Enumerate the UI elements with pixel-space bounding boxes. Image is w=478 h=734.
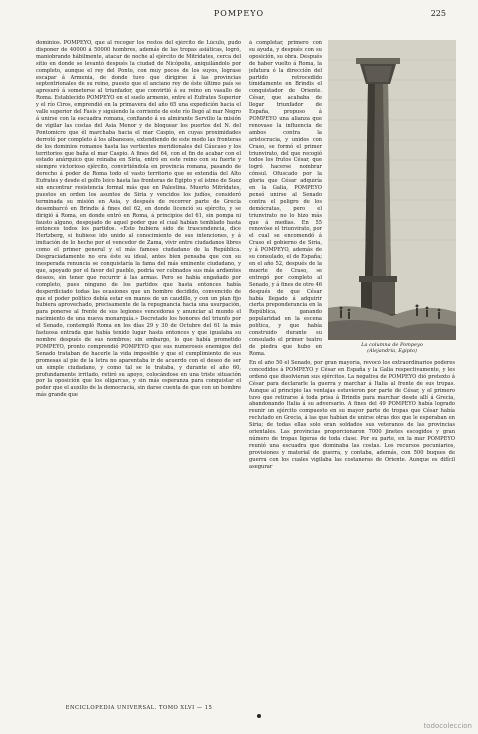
running-header-title: POMPEYO xyxy=(213,9,265,18)
watermark: todocoleccion xyxy=(423,722,472,730)
figure-caption xyxy=(328,342,456,354)
page-number: 225 xyxy=(430,9,446,18)
left-text-column: dominios. POMPEYO, que al recoger los restos del ejército de Lúculo, pudo disponer de 40000 á 50000 hombres, además de las tropas asiáticas, logró, maniobrando hábilmente, atacar de noche al ejército de Mitrídates, cerca del sitio en donde se levantó después la ciudad de Nicópolis, aniquilándolo por completo, aunque el rey del Ponto, con muy pocos de los suyos, lograse escapar á Armenia, de donde tuvo que dirigirse á las provincias septentrionales de su reino, puesto que el anciano rey de éste último país se apresuró á someterse al triunfador, que convirtió á su reino en vasallo de Roma. Establecido POMPEYO en el suelo armenio, entre el Eufrates Superior y el río Ciros, emprendió en la primavera del año 65 una expedición hacia el valle superior del Fasis y siguiendo la corriente de este río llegó al mar Negro á unirse con la escuadra romana, confiando á su almirante Servilio la misión de vigilar las costas del Asia Menor y de bloquear los puertos del N. del Pontomicro que él marchaba hacia el mar Caspio, en cuyas proximidades derrotó por completo á los albaneses, extendiendo de este modo las fronteras de los dominios romanos hasta las vertientes meridionales del Cáucaso y los territorios que baña el mar Caspio. A fines del 64, con el fin de acabar con el estado anárquico que reinaba en Siria, entró en este reino con su fuerte y siempre victorioso ejército, convirtiéndola en provincia romana, pasando de derecho á poder de Roma todo el vasto territorio que se extendía del Alto Eufrates y desde el golfo Isico hasta las fronteras de Egipto y el istmo de Suez sin encontrar resistencia formal más que en Palestina. Muerto Mitrídates, puestos en orden los asuntos de Siria y vencidos los judíos, consideró terminada su misión en Asia, y después de recorrer parte de Grecia desembarcó en Brindis á fines del 62, en donde licenció su ejército, y se dirigió á Roma, en donde entró en Roma, á principios del 61, sin pompa ni fausto alguno, despojado de aquel poder que el cual habían temblado hasta entonces todos los partidos. «Esto hubiera sido de trascendencia, dice Hertzberg, si hubiese ido unido al conocimiento de sus intenciones, y á imitación de lo hecho por el vencedor de Zama, vivir entre ciudadanos libres como el primer general y el más famoso ciudadano de la República. Desgraciadamente no era éste su ideal, antes bien pensaba que con su inesperada renuncia se conquistaría la fama del más eminente ciudadano, y que, apoyado por el favor del pueblo, podría ver colmados sus más ardientes deseos, sin tener que recurrir á las armas. Pero se había engañado por completo, pues ninguno de los partidos que hasta entonces había desperdiciado todas las ocasiones que un hombre decidido, convencido de que el poder político debía estar en manos de un caudillo, y con un plan fijo hubiera aprovechado, precisamente de la repugnancia hacia una usurpación, para ponerse al frente de sus legiones vencedoras y anunciar al mundo el nacimiento de una nueva monarquía.» Decretado los honores del triunfo por el Senado, contempló Roma en los días 29 y 30 de Octubre del 61 la más fastuosa entrada que había tenido lugar hasta entonces y que igualaba su nombre después de sus nombres; sin embargo, lo que había prometido POMPEYO, pronto comprendió POMPEYO que sus numerosos enemigos del Senado trataban de hacerle la vida imposible y que el cumplimiento de sus promesas al pie de la letra no aparentaba ir de acuerdo con el deseo de ser un simple ciudadano, y como tal se le trataba, y durante el año 60, profundamente irritado, retiró su apoyo, colocándose en una triste situación por la oposición que los oligarcas, y sin más esperanza para conquistar el poder que el auxilio de la democracia, sin darse cuenta de que con un hombre más grande que xyxy=(36,40,241,399)
pompey-column-illustration xyxy=(328,40,456,358)
page-footer: ENCICLOPEDIA UNIVERSAL. TOMO XLVI — 15 xyxy=(65,705,213,711)
footer-ornament-icon xyxy=(257,714,261,718)
column-engraving xyxy=(328,40,456,340)
right-text-column-lower: En el año 50 el Senado, por gran mayoría, revocó los extraordinarios poderes concedidos á POMPEYO y César en España y la Galia respectivamente, y les ordenó que disolvieran sus ejércitos. La negativa de POMPEYO dió pretexto á César para declararle la guerra y marchar á Italia al frente de sus tropas. Aunque al principio las ventajas estuvieron por parte de César, y el primero tuvo que retirarse á toda prisa á Brindis para marchar desde allí á Grecia, abandonando Italia á su adversario. A fines del 49 POMPEYO había logrado reunir un ejército compuesto en su mayor parte de tropas que César había reclutado en Grecia, á las que habían de unirse otras dos que le esperaban en Siria; de todas ellas solo eran soldados sus veteranos de las provincias orientales. Las provincias proporcionaron 7000 jinetes escogidos y gran número de tropas ligeras de toda clase. Por su parte, en la mar POMPEYO reunió una escuadra que dominaba las costas. Los recursos pecuniarios, provisiones y material de guerra, y contaba, además, con 500 buques de guerra con los cuales vigilaba las costaneras de Oriente. Aunque es difícil asegurar xyxy=(249,360,455,470)
figure-caption-title: La columna de Pompeyo xyxy=(361,342,423,348)
right-text-column-upper: á completar, primero con su ayuda, y después con su oposición, su obra. Después de haber vuelto á Roma, la jefatura ó la dirección del partido retrocedido tímidamente en Brindis el conquistador de Oriente. César, que acababa de llegar triunfador de España, propuso á POMPEYO una alianza que renovase la influencia de ambos contra la aristocracia, y unidos con Craso, se formó el primer triunvirato, del que recogió todos los frutos César, que logró hacerse nombrar cónsul. Ofuscado por la gloria que César adquiría en la Galia, POMPEYO pensó unirse al Senado contra el peligro de los demócratas, pero el triunvirato no lo hizo más que á medias. En 55 renovóse el triunvirato, por el cual se encomendó á Craso el gobierno de Siria, y á POMPEYO, además de su consulado, el de España; en el año 52, después de la muerte de Craso, se entregó por completo al Senado, y á fines de otro 46 después de que César había llegado á adquirir cierta preponderancia en la República, ganando popularidad en la escena política, y que había construido durante su consulado el primer teatro de piedra que hubo en Roma. xyxy=(249,40,322,357)
figure-caption-location: (Alejandría, Egipto) xyxy=(367,348,417,354)
